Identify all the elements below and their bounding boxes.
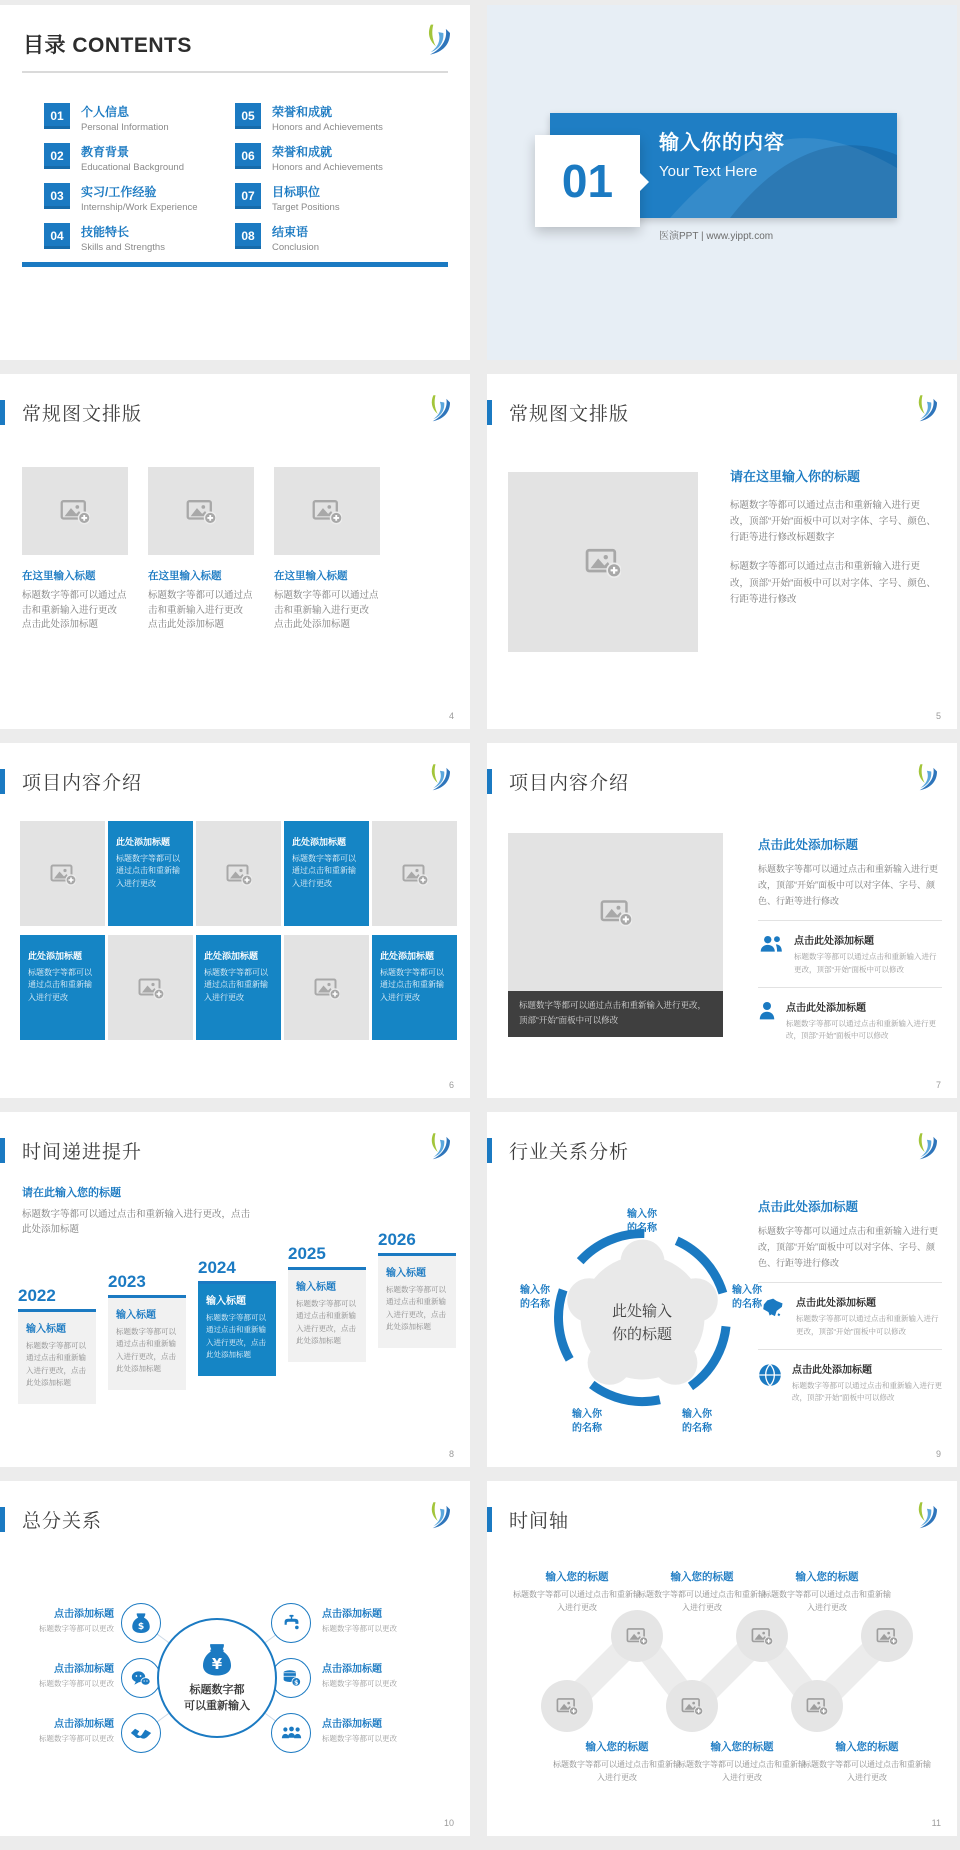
- contents-item: [235, 143, 426, 183]
- label-heading: 点击添加标题: [54, 1664, 114, 1675]
- text-block: [730, 466, 938, 608]
- contents-title-en: CONTENTS: [72, 34, 192, 57]
- checkerboard-grid: [20, 821, 457, 1040]
- spoke-node: [121, 1603, 161, 1643]
- year-label: 2025: [288, 1244, 326, 1263]
- spoke-node: [121, 1713, 161, 1753]
- add-image-icon: [138, 976, 164, 1000]
- label-body: 标题数字等都可以更改: [322, 1624, 397, 1633]
- image-card: [148, 467, 254, 633]
- label-body: 标题数字等都可以通过点击和重新输入进行更改: [763, 1590, 891, 1612]
- page-number: 4: [448, 711, 454, 721]
- title-accent-bar: [0, 769, 5, 794]
- card-heading: 输入标题: [116, 1310, 156, 1321]
- tile-heading: 此处添加标题: [204, 951, 259, 961]
- page-number: 8: [448, 1449, 454, 1459]
- item-number-badge: 03: [44, 183, 70, 209]
- timeline-column-highlighted: [198, 1230, 276, 1404]
- contents-item: [44, 103, 235, 143]
- diagram-node-label: 输入你 的名称: [572, 1409, 602, 1434]
- yippt-logo-icon: [424, 394, 450, 424]
- image-placeholder: [508, 472, 698, 652]
- slide-title: 时间递进提升: [22, 1142, 143, 1163]
- add-image-icon: [312, 497, 342, 525]
- section-subtitle: Your Text Here: [659, 163, 758, 180]
- tile-body: 标题数字等都可以通过点击和重新输入进行更改: [204, 968, 268, 1002]
- year-card: [378, 1256, 456, 1348]
- section-number: 01: [561, 155, 614, 207]
- item-body: 标题数字等都可以通过点击和重新输入进行更改，顶部“开始”面板中可以修改: [794, 952, 937, 974]
- diagram-center-title: 此处输入 你的标题: [611, 1303, 673, 1344]
- year-card: [18, 1312, 96, 1404]
- add-image-icon: [600, 897, 632, 927]
- contents-title: [23, 29, 192, 59]
- add-image-icon: [60, 497, 90, 525]
- item-title-zh: 荣誉和成就: [272, 145, 333, 159]
- image-card: [22, 467, 128, 633]
- label-heading: 输入您的标题: [835, 1741, 899, 1753]
- image-placeholder: [196, 821, 281, 926]
- card-body: 标题数字等都可以通过点击和重新输入进行更改，点击此处添加标题: [26, 1341, 86, 1388]
- item-subtitle-en: Honors and Achievements: [272, 122, 383, 133]
- contents-list: [44, 103, 426, 263]
- image-placeholder: [372, 821, 457, 926]
- label-heading: 点击添加标题: [54, 1719, 114, 1730]
- item-subtitle-en: Personal Information: [81, 122, 169, 133]
- text-tile: [196, 935, 281, 1040]
- item-heading: 点击此处添加标题: [792, 1365, 872, 1376]
- item-number-badge: 07: [235, 183, 261, 209]
- diagram-node-label: 输入你 的名称: [682, 1409, 712, 1434]
- label-body: 标题数字等都可以通过点击和重新输入进行更改: [678, 1760, 806, 1782]
- people-group-icon: [281, 1726, 302, 1740]
- block-paragraph: 标题数字等都可以通过点击和重新输入进行更改，顶部“开始”面板中可以对字体、字号、颜色、行距等进行修改: [758, 864, 939, 906]
- tile-body: 标题数字等都可以通过点击和重新输入进行更改: [292, 854, 356, 888]
- item-number-badge: 08: [235, 223, 261, 249]
- add-image-icon: [402, 862, 428, 886]
- slide-page-10[interactable]: [0, 1481, 470, 1836]
- slide-title: 常规图文排版: [509, 404, 630, 425]
- timeline-column: [18, 1230, 96, 1404]
- brand-credit: 医演PPT | www.yippt.com: [659, 231, 774, 242]
- page-number: 10: [443, 1818, 454, 1828]
- label-body: 标题数字等都可以通过点击和重新输入进行更改: [638, 1590, 766, 1612]
- label-heading: 点击添加标题: [322, 1719, 382, 1730]
- item-heading: 点击此处添加标题: [794, 936, 874, 948]
- label-body: 标题数字等都可以更改: [322, 1734, 397, 1743]
- yippt-logo-icon: [424, 763, 450, 793]
- image-placeholder: [284, 935, 369, 1040]
- card-heading: 输入标题: [386, 1268, 426, 1279]
- item-title-zh: 技能特长: [81, 225, 130, 239]
- year-card: [198, 1284, 276, 1376]
- add-image-icon: [226, 862, 252, 886]
- yippt-logo-icon: [424, 1132, 450, 1162]
- year-timeline: [18, 1230, 456, 1404]
- gear-circle-diagram: [497, 1209, 762, 1442]
- timeline-label-bottom: [551, 1739, 683, 1785]
- tile-body: 标题数字等都可以通过点击和重新输入进行更改: [116, 854, 180, 888]
- year-label: 2022: [18, 1286, 56, 1305]
- title-accent-bar: [487, 400, 492, 425]
- timeline-column: [108, 1230, 186, 1404]
- slide-page-5[interactable]: [487, 374, 957, 729]
- label-body: 标题数字等都可以更改: [39, 1734, 114, 1743]
- item-number-badge: 01: [44, 103, 70, 129]
- label-heading: 输入您的标题: [670, 1571, 734, 1583]
- slide-page-6[interactable]: [0, 743, 470, 1098]
- intro-heading: 请在此输入您的标题: [22, 1187, 121, 1199]
- item-heading: 点击此处添加标题: [786, 1003, 866, 1014]
- list-item: [758, 920, 942, 976]
- list-item: [758, 987, 942, 1043]
- label-body: 标题数字等都可以通过点击和重新输入进行更改: [553, 1760, 681, 1782]
- spoke-label: [322, 1605, 454, 1634]
- diagram-node-label: 输入你 的名称: [520, 1285, 550, 1310]
- list-item: [758, 1282, 942, 1338]
- title-accent-bar: [0, 400, 5, 425]
- title-accent-bar: [487, 1507, 492, 1532]
- slide-contents[interactable]: [0, 5, 470, 360]
- section-title: 输入你的内容: [659, 132, 785, 154]
- slide-page-7[interactable]: [487, 743, 957, 1098]
- spoke-label: [12, 1715, 114, 1744]
- card-body: 标题数字等都可以通过点击和重新输入进行更改 点击此处添加标题: [274, 590, 379, 631]
- tile-heading: 此处添加标题: [380, 951, 435, 961]
- card-heading: 在这里输入标题: [148, 570, 222, 582]
- title-accent-bar: [487, 769, 492, 794]
- contents-item: [44, 143, 235, 183]
- label-body: 标题数字等都可以通过点击和重新输入进行更改: [513, 1590, 641, 1612]
- timeline-label-bottom: [801, 1739, 933, 1785]
- image-caption: 标题数字等都可以通过点击和重新输入进行更改，顶部“开始”面板中可以修改: [508, 991, 723, 1037]
- item-subtitle-en: Skills and Strengths: [81, 242, 165, 253]
- spoke-label: [12, 1605, 114, 1634]
- item-title-zh: 教育背景: [81, 145, 130, 159]
- block-paragraph: 标题数字等都可以通过点击和重新输入进行更改，顶部“开始”面板中可以对字体、字号、颜色、行距等进行修改: [758, 1226, 939, 1268]
- tile-body: 标题数字等都可以通过点击和重新输入进行更改: [380, 968, 444, 1002]
- faucet-icon: [282, 1614, 301, 1633]
- globe-icon: [758, 1363, 782, 1387]
- item-title-zh: 荣誉和成就: [272, 105, 333, 119]
- spoke-label: [12, 1660, 114, 1689]
- text-tile: [20, 935, 105, 1040]
- contents-title-zh: 目录: [23, 34, 66, 57]
- yippt-logo-icon: [911, 394, 937, 424]
- china-map-icon: [758, 1296, 786, 1320]
- image-placeholder: [508, 833, 723, 991]
- item-heading: 点击此处添加标题: [796, 1298, 876, 1310]
- year-card: [288, 1270, 366, 1362]
- tile-heading: 此处添加标题: [28, 951, 83, 961]
- image-placeholder: [274, 467, 380, 555]
- handshake-icon: [130, 1726, 152, 1740]
- slide-title: 行业关系分析: [509, 1142, 630, 1163]
- page-number: 5: [935, 711, 941, 721]
- item-title-zh: 目标职位: [272, 185, 321, 199]
- item-body: 标题数字等都可以通过点击和重新输入进行更改，顶部“开始”面板中可以修改: [786, 1019, 936, 1041]
- yippt-logo-icon: [911, 1132, 937, 1162]
- item-number-badge: 05: [235, 103, 261, 129]
- text-block: [758, 835, 942, 1043]
- item-subtitle-en: Internship/Work Experience: [81, 202, 198, 213]
- item-number-badge: 06: [235, 143, 261, 169]
- slide-title: 时间轴: [509, 1511, 570, 1532]
- label-heading: 点击添加标题: [322, 1609, 382, 1620]
- spoke-label: [322, 1660, 454, 1689]
- timeline-column: [288, 1230, 366, 1404]
- wechat-icon: [131, 1670, 151, 1687]
- title-divider: [22, 71, 448, 73]
- image-card-list: [22, 467, 380, 633]
- slide-section-divider[interactable]: [487, 5, 957, 360]
- label-heading: 点击添加标题: [322, 1664, 382, 1675]
- contents-item: [235, 183, 426, 223]
- contents-item: [44, 183, 235, 223]
- label-body: 标题数字等都可以更改: [322, 1679, 397, 1688]
- tile-heading: 此处添加标题: [116, 837, 171, 847]
- yippt-logo-icon: [911, 1501, 937, 1531]
- slide-title: 项目内容介绍: [22, 773, 143, 794]
- year-label: 2026: [378, 1230, 416, 1249]
- item-number-badge: 02: [44, 143, 70, 169]
- item-subtitle-en: Honors and Achievements: [272, 162, 383, 173]
- item-title-zh: 结束语: [272, 225, 309, 239]
- yippt-logo-icon: [420, 23, 450, 58]
- section-number-card: [535, 135, 640, 227]
- block-heading: 点击此处添加标题: [758, 1200, 859, 1214]
- text-tile: [108, 821, 193, 926]
- spoke-label: [322, 1715, 454, 1744]
- card-heading: 输入标题: [26, 1324, 66, 1335]
- image-placeholder: [22, 467, 128, 555]
- money-bag-yen-icon: [201, 1642, 233, 1677]
- page-number: 9: [935, 1449, 941, 1459]
- tile-heading: 此处添加标题: [292, 837, 347, 847]
- add-image-icon: [50, 862, 76, 886]
- slide-page-9[interactable]: [487, 1112, 957, 1467]
- timeline-column: [378, 1230, 456, 1404]
- spoke-node: [271, 1658, 311, 1698]
- item-subtitle-en: Target Positions: [272, 202, 340, 213]
- card-body: 标题数字等都可以通过点击和重新输入进行更改，点击此处添加标题: [296, 1299, 356, 1346]
- image-card: [274, 467, 380, 633]
- yippt-logo-icon: [424, 1501, 450, 1531]
- item-subtitle-en: Conclusion: [272, 242, 319, 253]
- block-paragraph-1: 标题数字等都可以通过点击和重新输入进行更改，顶部“开始”面板中可以对字体、字号、颜色、行距等进行修改标题数字: [730, 500, 936, 544]
- block-heading: 请在这里输入你的标题: [730, 469, 861, 484]
- label-body: 标题数字等都可以通过点击和重新输入进行更改: [803, 1760, 931, 1782]
- label-heading: 点击添加标题: [54, 1609, 114, 1620]
- label-body: 标题数字等都可以更改: [39, 1679, 114, 1688]
- zigzag-timeline: [502, 1601, 942, 1741]
- image-placeholder: [148, 467, 254, 555]
- diagram-node-label: 输入你 的名称: [627, 1209, 657, 1234]
- year-label: 2023: [108, 1272, 146, 1291]
- card-heading: 输入标题: [206, 1296, 246, 1307]
- card-heading: 在这里输入标题: [22, 570, 96, 582]
- list-item: [758, 1349, 942, 1405]
- add-image-icon: [314, 976, 340, 1000]
- label-heading: 输入您的标题: [795, 1571, 859, 1583]
- hub-center: [157, 1618, 277, 1738]
- slide-title: 总分关系: [22, 1511, 103, 1532]
- contents-item: [235, 223, 426, 263]
- users-icon: [758, 934, 784, 954]
- slide-page-4[interactable]: [0, 374, 470, 729]
- coins-icon: [282, 1669, 301, 1687]
- block-paragraph-2: 标题数字等都可以通过点击和重新输入进行更改，顶部“开始”面板中可以对字体、字号、颜色、行距等进行修改: [730, 561, 936, 605]
- intro-body: 标题数字等都可以通过点击和重新输入进行更改，点击此处添加标题: [22, 1209, 251, 1236]
- slide-title: 项目内容介绍: [509, 773, 630, 794]
- year-card: [108, 1298, 186, 1390]
- bottom-accent-bar: [22, 262, 448, 267]
- item-body: 标题数字等都可以通过点击和重新输入进行更改，顶部“开始”面板中可以修改: [792, 1381, 942, 1403]
- hub-spoke-diagram: [12, 1573, 457, 1788]
- text-tile: [284, 821, 369, 926]
- title-accent-bar: [0, 1138, 5, 1163]
- text-tile: [372, 935, 457, 1040]
- spoke-node: [271, 1713, 311, 1753]
- card-heading: 在这里输入标题: [274, 570, 348, 582]
- hub-center-text: 标题数字都 可以重新输入: [184, 1683, 250, 1712]
- item-subtitle-en: Educational Background: [81, 162, 184, 173]
- label-heading: 输入您的标题: [545, 1571, 609, 1583]
- card-body: 标题数字等都可以通过点击和重新输入进行更改 点击此处添加标题: [22, 590, 127, 631]
- add-image-icon: [585, 545, 621, 579]
- card-body: 标题数字等都可以通过点击和重新输入进行更改，点击此处添加标题: [116, 1327, 176, 1374]
- image-placeholder: [108, 935, 193, 1040]
- card-body: 标题数字等都可以通过点击和重新输入进行更改，点击此处添加标题: [206, 1313, 266, 1360]
- card-heading: 输入标题: [296, 1282, 336, 1293]
- item-title-zh: 个人信息: [81, 105, 130, 119]
- page-number: 7: [935, 1080, 941, 1090]
- spoke-node: [271, 1603, 311, 1643]
- card-body: 标题数字等都可以通过点击和重新输入进行更改，点击此处添加标题: [386, 1285, 446, 1332]
- contents-item: [235, 103, 426, 143]
- label-heading: 输入您的标题: [710, 1741, 774, 1753]
- item-number-badge: 04: [44, 223, 70, 249]
- money-bag-dollar-icon: [131, 1612, 151, 1634]
- slide-page-11[interactable]: [487, 1481, 957, 1836]
- label-body: 标题数字等都可以更改: [39, 1624, 114, 1633]
- title-accent-bar: [487, 1138, 492, 1163]
- slide-page-8[interactable]: [0, 1112, 470, 1467]
- card-body: 标题数字等都可以通过点击和重新输入进行更改 点击此处添加标题: [148, 590, 253, 631]
- title-accent-bar: [0, 1507, 5, 1532]
- tile-body: 标题数字等都可以通过点击和重新输入进行更改: [28, 968, 92, 1002]
- text-block: [758, 1197, 942, 1405]
- label-heading: 输入您的标题: [585, 1741, 649, 1753]
- block-heading: 点击此处添加标题: [758, 838, 859, 852]
- slide-title: 常规图文排版: [22, 404, 143, 425]
- spoke-node: [121, 1658, 161, 1698]
- page-number: 11: [931, 1818, 941, 1828]
- timeline-label-bottom: [676, 1739, 808, 1785]
- add-image-icon: [186, 497, 216, 525]
- user-icon: [758, 1001, 776, 1021]
- item-body: 标题数字等都可以通过点击和重新输入进行更改，顶部“开始”面板中可以修改: [796, 1314, 939, 1336]
- page-number: 6: [448, 1080, 454, 1090]
- item-title-zh: 实习/工作经验: [81, 185, 157, 199]
- yippt-logo-icon: [911, 763, 937, 793]
- diagram-node-label: 输入你 的名称: [732, 1285, 762, 1310]
- image-placeholder: [20, 821, 105, 926]
- contents-item: [44, 223, 235, 263]
- year-label: 2024: [198, 1258, 236, 1277]
